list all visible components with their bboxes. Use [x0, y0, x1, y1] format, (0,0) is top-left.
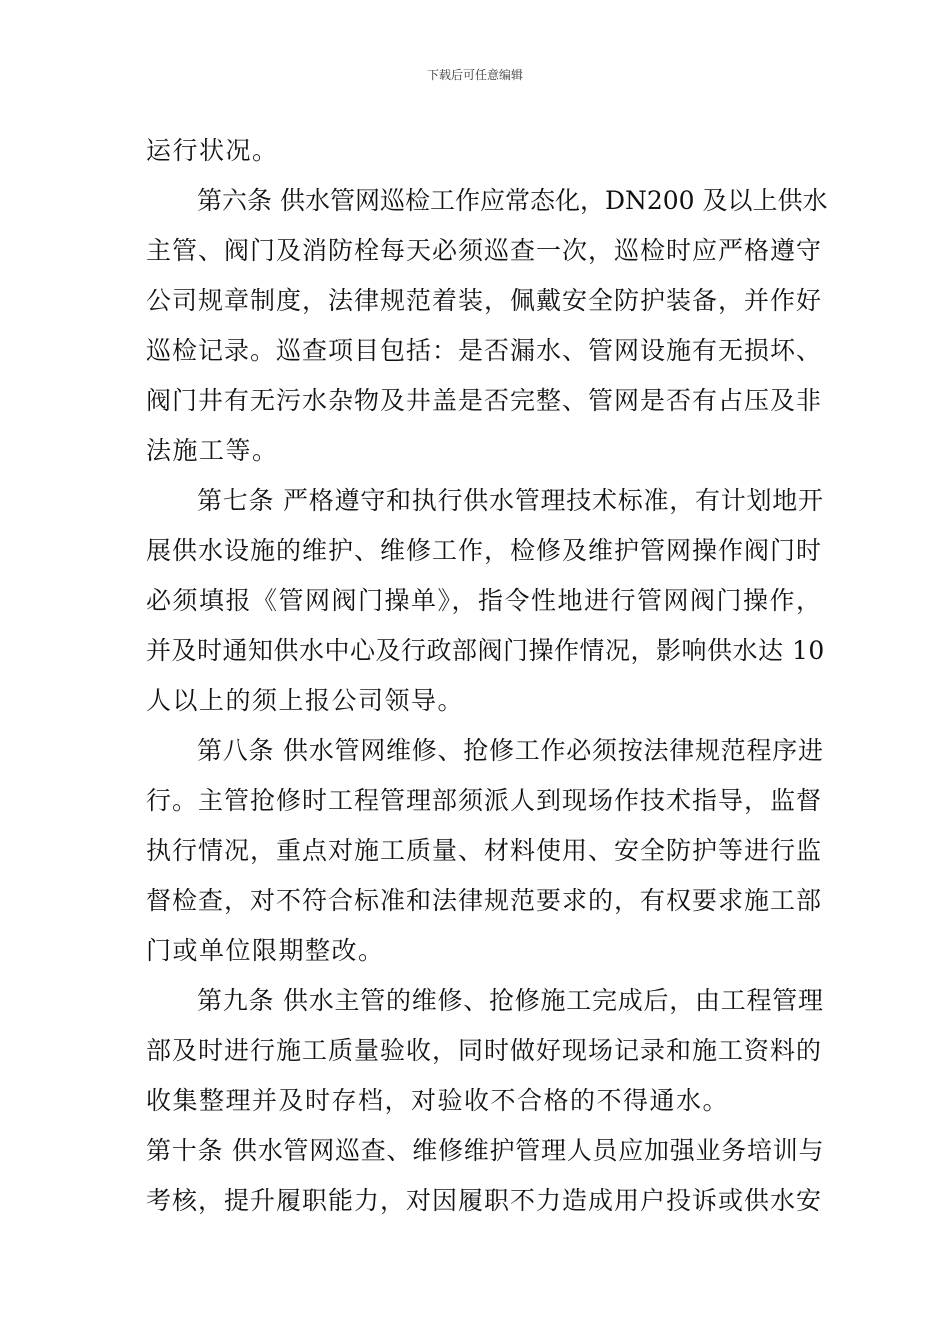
text-line: 第六条 供水管网巡检工作应常态化，DN200 及以上供水 — [197, 186, 828, 215]
text-line: 督检查，对不符合标准和法律规范要求的，有权要求施工部 — [146, 886, 823, 915]
text-line: 巡检记录。巡查项目包括：是否漏水、管网设施有无损坏、 — [146, 336, 823, 365]
text-line: 阀门井有无污水杂物及井盖是否完整、管网是否有占压及非 — [146, 386, 823, 415]
text-line: 考核，提升履职能力，对因履职不力造成用户投诉或供水安 — [146, 1186, 823, 1215]
text-line: 收集整理并及时存档，对验收不合格的不得通水。 — [146, 1086, 730, 1115]
text-line: 主管、阀门及消防栓每天必须巡查一次，巡检时应严格遵守 — [146, 236, 823, 265]
text-line: 法施工等。 — [146, 436, 279, 465]
text-line: 部及时进行施工质量验收，同时做好现场记录和施工资料的 — [146, 1036, 823, 1065]
text-line: 公司规章制度，法律规范着装，佩戴安全防护装备，并作好 — [146, 286, 823, 315]
text-line: 行。主管抢修时工程管理部须派人到现场作技术指导，监督 — [146, 786, 823, 815]
text-line: 展供水设施的维护、维修工作，检修及维护管网操作阀门时 — [146, 536, 823, 565]
text-line: 第七条 严格遵守和执行供水管理技术标准，有计划地开 — [197, 486, 824, 515]
text-line: 必须填报《管网阀门操单》，指令性地进行管网阀门操作， — [146, 586, 823, 615]
text-line: 执行情况，重点对施工质量、材料使用、安全防护等进行监 — [146, 836, 823, 865]
text-line: 门或单位限期整改。 — [146, 936, 385, 965]
text-line: 运行状况。 — [146, 136, 279, 165]
text-line: 人以上的须上报公司领导。 — [146, 686, 465, 715]
page-header: 下载后可任意编辑 — [426, 68, 523, 82]
text-line: 第十条 供水管网巡查、维修维护管理人员应加强业务培训与 — [146, 1136, 825, 1165]
text-line: 并及时通知供水中心及行政部阀门操作情况，影响供水达 10 — [146, 636, 825, 665]
text-line: 第八条 供水管网维修、抢修工作必须按法律规范程序进 — [197, 736, 824, 765]
text-line: 第九条 供水主管的维修、抢修施工完成后，由工程管理 — [197, 986, 824, 1015]
